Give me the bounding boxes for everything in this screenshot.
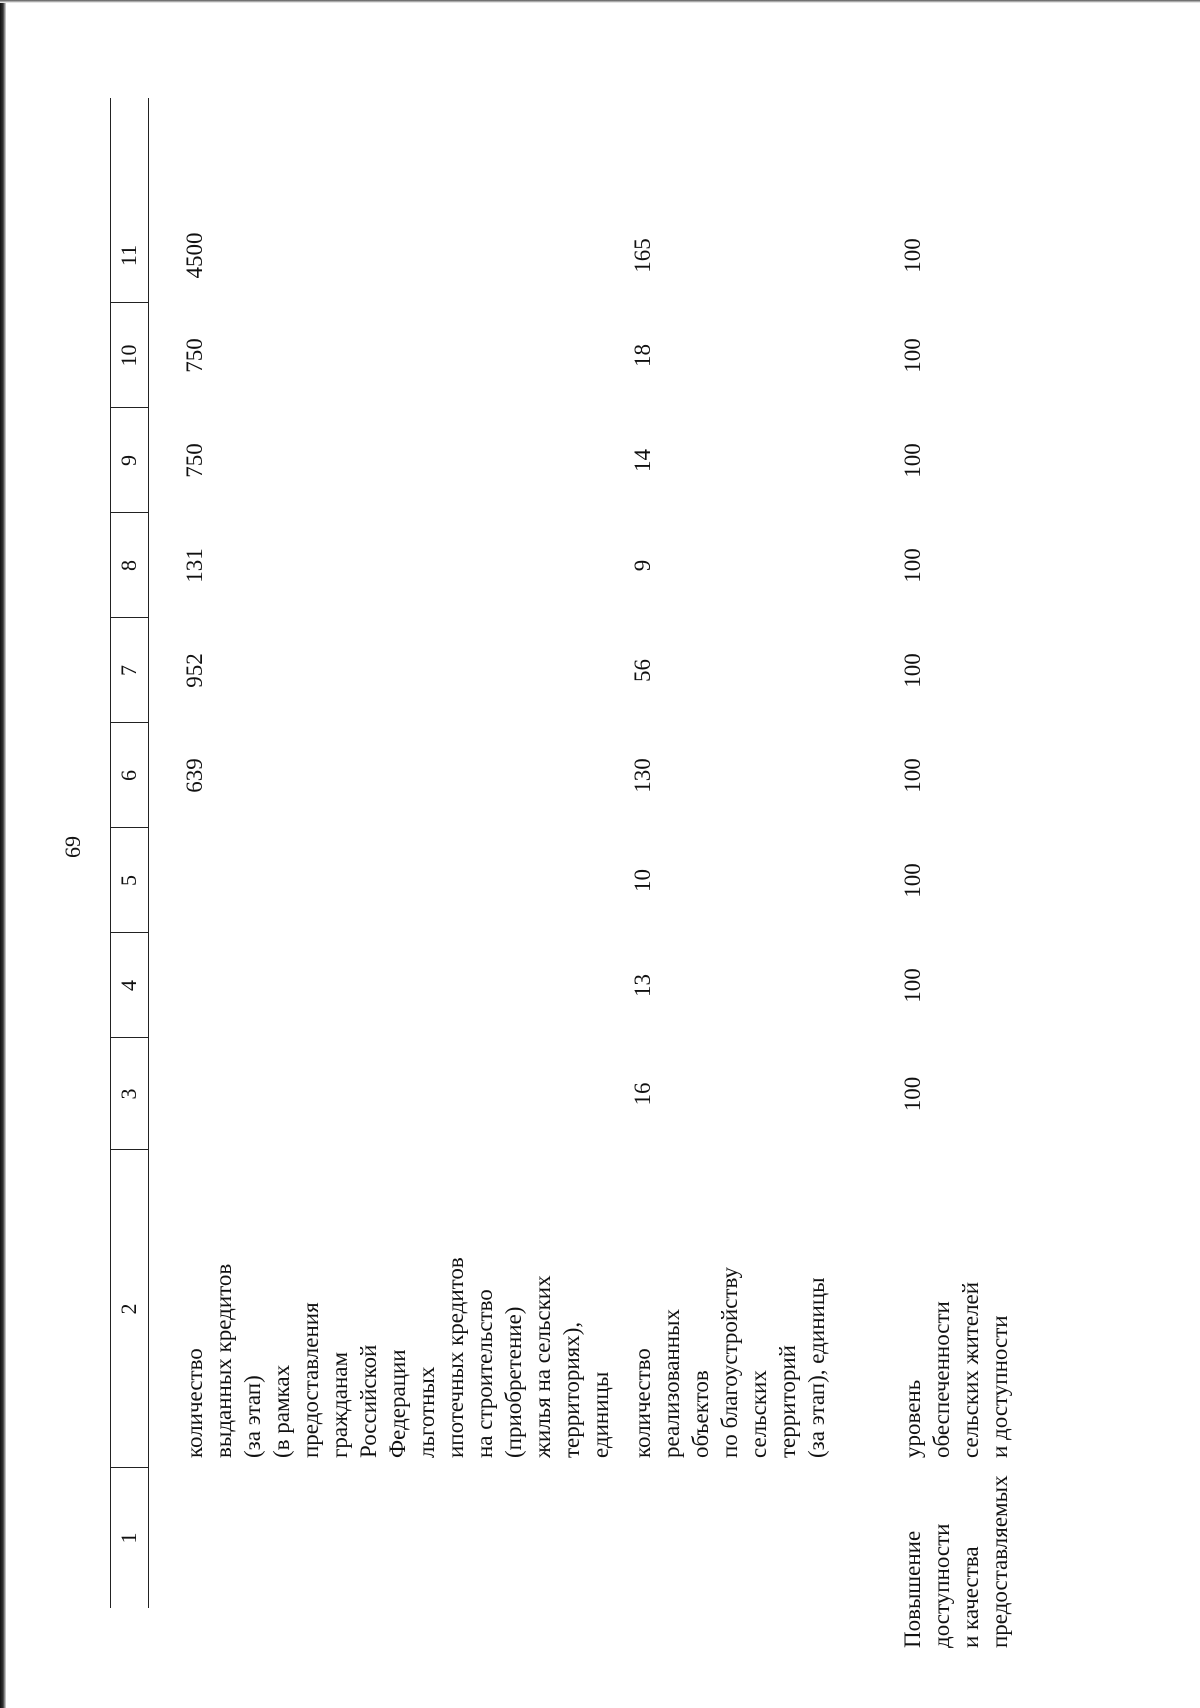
header-cell: 5	[116, 875, 141, 886]
value-cell: 4500	[182, 232, 207, 279]
table-row	[180, 98, 640, 1608]
indicator-name-cell: уровень обеспеченности сельских жителей и доступности	[900, 1281, 1012, 1458]
value-cell: 9	[630, 559, 655, 572]
value-cell: 165	[630, 238, 655, 273]
value-cell: 100	[900, 443, 925, 478]
header-cell: 7	[116, 665, 141, 676]
value-cell: 100	[900, 653, 925, 688]
scan-edge-top	[0, 0, 1200, 3]
value-cell: 750	[182, 338, 207, 373]
value-cell: 100	[900, 968, 925, 1003]
value-cell: 100	[900, 338, 925, 373]
header-cell: 1	[116, 1532, 141, 1544]
header-cell: 10	[116, 344, 141, 367]
header-cell: 4	[116, 980, 141, 991]
rotated-table	[110, 98, 1110, 1648]
value-cell: 16	[630, 1082, 655, 1106]
header-cell: 2	[116, 1303, 141, 1315]
value-cell: 130	[630, 758, 655, 793]
value-cell: 750	[182, 443, 207, 478]
value-cell: 10	[630, 869, 655, 892]
value-cell: 131	[182, 548, 207, 583]
page-number: 69	[60, 836, 85, 858]
table-header-row	[110, 98, 149, 1608]
header-cell: 11	[116, 244, 141, 267]
value-cell: 100	[900, 548, 925, 583]
header-cell: 9	[116, 455, 141, 466]
value-cell: 952	[182, 653, 207, 688]
table-row	[898, 98, 1028, 1648]
indicator-name-cell: количество реализованных объектов по благоустройству сельских территорий (за этап), единицы	[630, 1266, 829, 1458]
header-cell: 8	[116, 560, 141, 571]
value-cell: 14	[630, 449, 655, 472]
value-cell: 100	[900, 863, 925, 898]
table-row	[628, 98, 858, 1608]
value-cell: 100	[900, 758, 925, 793]
value-cell: 100	[900, 238, 925, 273]
value-cell: 639	[182, 758, 207, 793]
indicator-group-cell: Повышение доступности и качества предоставляемых	[900, 1475, 1012, 1648]
indicator-name-cell: количество выданных кредитов (за этап) (в рамках предоставления гражданам Российской Федерации льготных ипотечных кредитов на строительство (приобретение) жилья на сельских территориях), единицы	[182, 1257, 613, 1458]
header-cell: 6	[116, 770, 141, 781]
value-cell: 18	[630, 344, 655, 367]
value-cell: 100	[900, 1076, 925, 1112]
value-cell: 56	[630, 659, 655, 682]
scan-edge	[0, 0, 6, 1708]
header-cell: 3	[116, 1088, 141, 1100]
value-cell: 13	[630, 974, 655, 997]
